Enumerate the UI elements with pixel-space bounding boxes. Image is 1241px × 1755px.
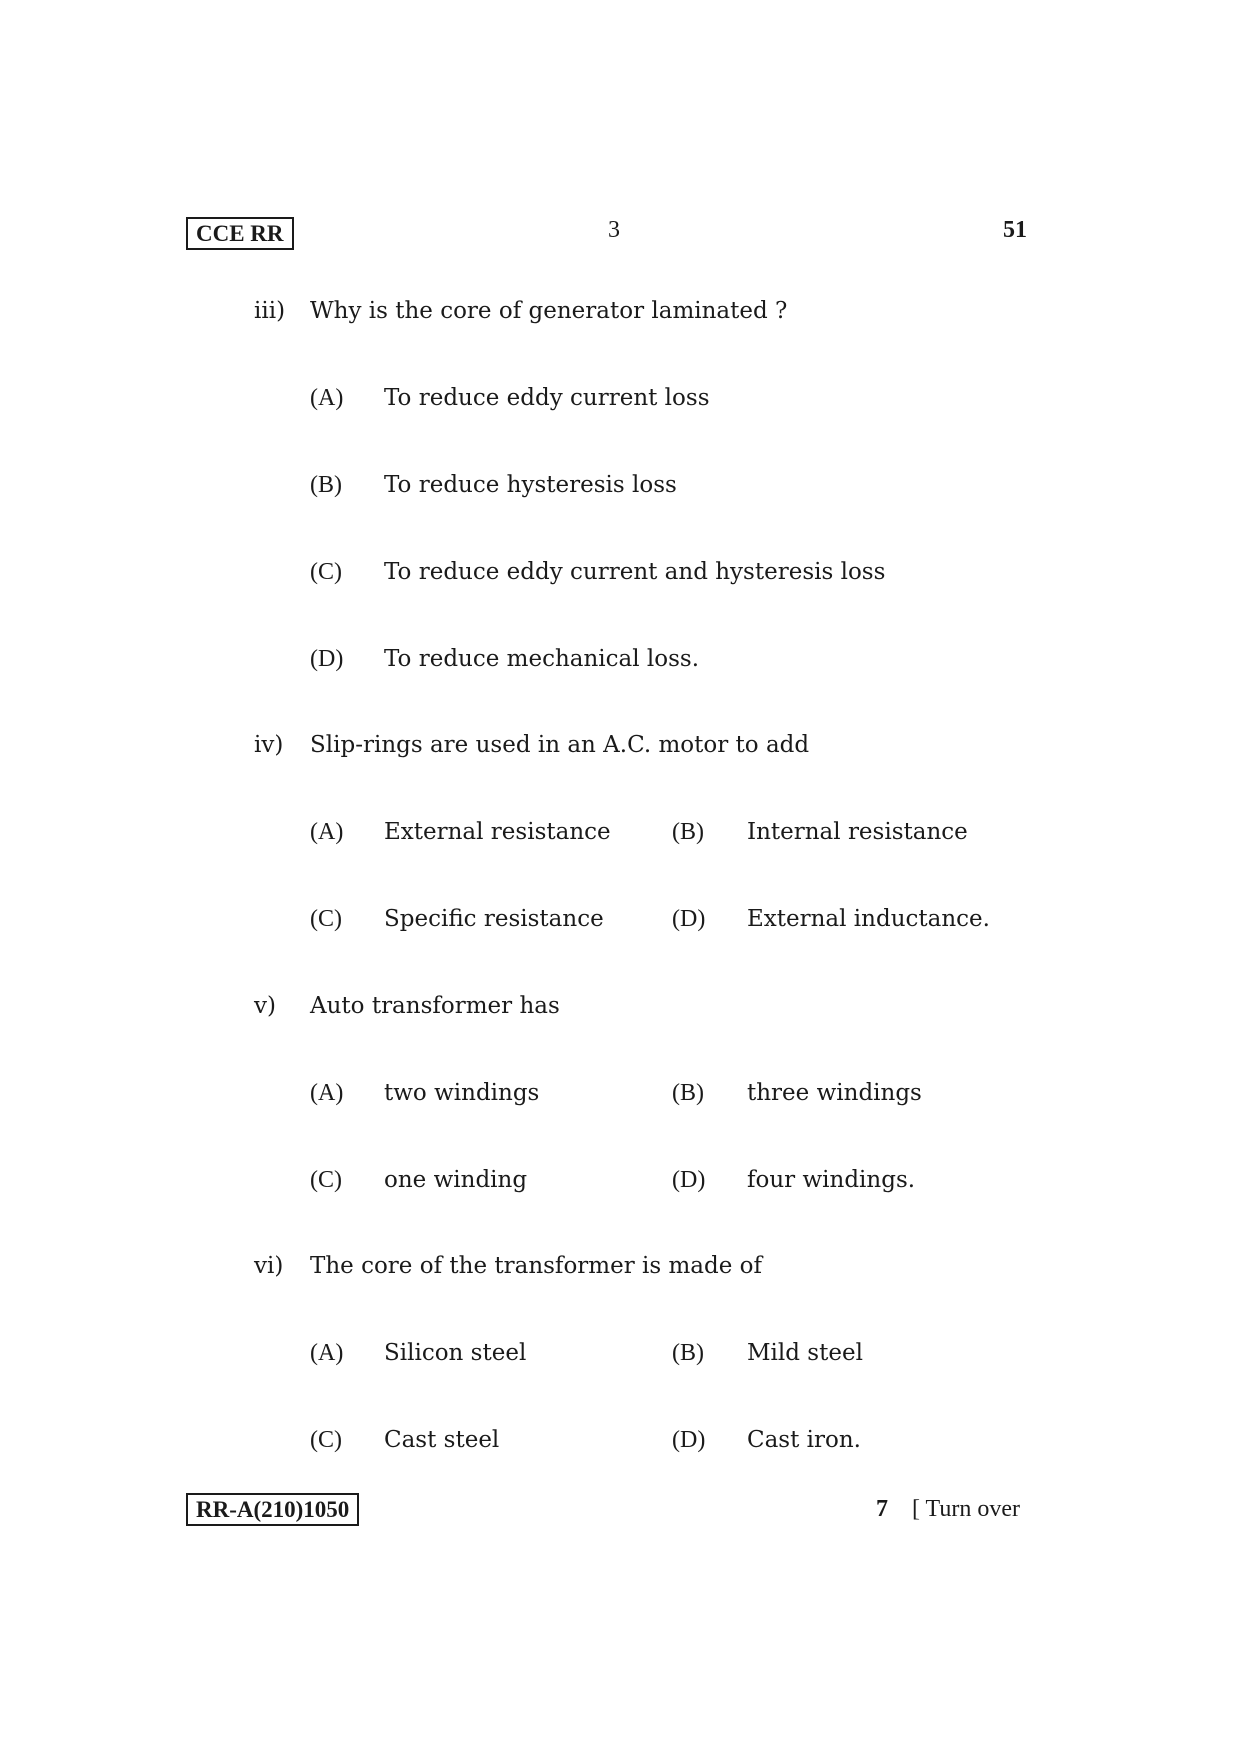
option-text: two windings: [384, 1080, 540, 1106]
option-label: (B): [310, 472, 342, 498]
question-text: Slip-rings are used in an A.C. motor to add: [310, 732, 810, 758]
option-label: (D): [672, 1427, 706, 1453]
sheet-number: 7: [876, 1496, 888, 1522]
option-label: (A): [310, 1340, 344, 1366]
turn-over: [ Turn over: [912, 1496, 1021, 1522]
question-text: Auto transformer has: [310, 993, 560, 1019]
option-text: Silicon steel: [384, 1340, 527, 1366]
question-number: iii): [254, 298, 286, 324]
question-text: The core of the transformer is made of: [310, 1253, 763, 1279]
option-text: To reduce eddy current and hysteresis loss: [384, 559, 886, 585]
option-text: Cast steel: [384, 1427, 500, 1453]
option-text: Mild steel: [747, 1340, 863, 1366]
option-label: (A): [310, 819, 344, 845]
option-text: three windings: [747, 1080, 922, 1106]
option-text: To reduce mechanical loss.: [384, 646, 700, 672]
option-label: (C): [310, 1427, 342, 1453]
question-number: v): [254, 993, 276, 1019]
option-label: (C): [310, 906, 342, 932]
option-text: four windings.: [747, 1167, 916, 1193]
option-label: (A): [310, 1080, 344, 1106]
question-number: iv): [254, 732, 284, 758]
option-text: To reduce hysteresis loss: [384, 472, 677, 498]
option-text: Internal resistance: [747, 819, 968, 845]
question-text: Why is the core of generator laminated ?: [310, 298, 788, 324]
option-label: (D): [672, 906, 706, 932]
header-code-box: CCE RR: [186, 217, 294, 250]
option-label: (B): [672, 1340, 704, 1366]
option-text: To reduce eddy current loss: [384, 385, 710, 411]
option-label: (D): [310, 646, 344, 672]
question-number: vi): [254, 1253, 284, 1279]
option-label: (C): [310, 1167, 342, 1193]
option-label: (C): [310, 559, 342, 585]
option-label: (D): [672, 1167, 706, 1193]
option-text: External inductance.: [747, 906, 990, 932]
paper-code: 51: [1003, 217, 1027, 243]
option-text: Cast iron.: [747, 1427, 861, 1453]
option-label: (A): [310, 385, 344, 411]
option-text: one winding: [384, 1167, 528, 1193]
page-number: 3: [608, 217, 620, 243]
option-text: Specific resistance: [384, 906, 604, 932]
option-label: (B): [672, 819, 704, 845]
option-label: (B): [672, 1080, 704, 1106]
option-text: External resistance: [384, 819, 611, 845]
footer-code-box: RR-A(210)1050: [186, 1493, 359, 1526]
